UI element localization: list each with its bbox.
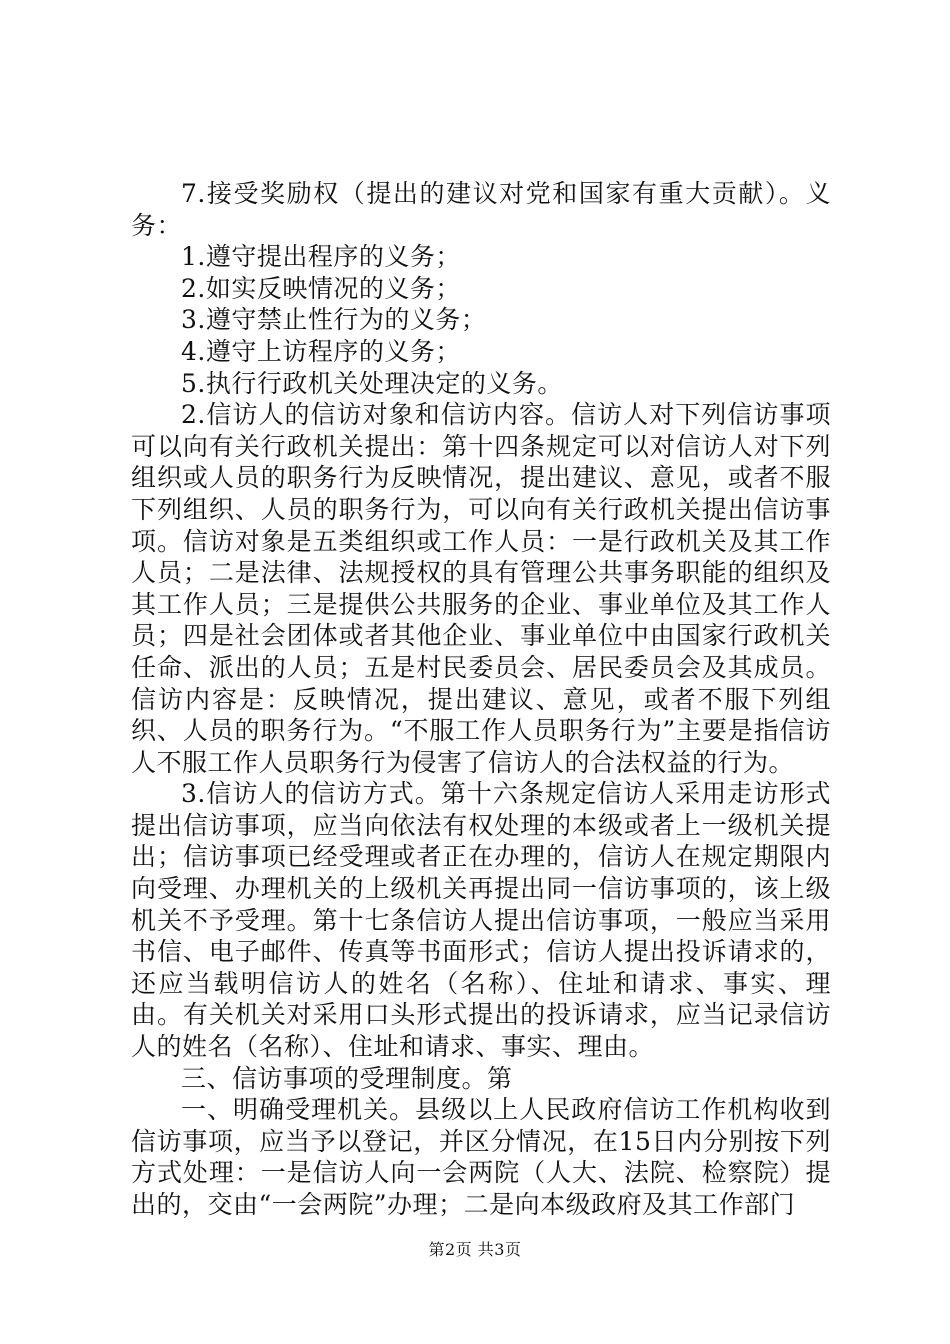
section-heading-acceptance: 三、信访事项的受理制度。第: [181, 1063, 513, 1093]
paragraph-rights-7: 7.接受奖励权（提出的建议对党和国家有重大贡献）。义务：: [131, 179, 831, 240]
paragraph-duty-1: 1.遵守提出程序的义务；: [181, 242, 461, 272]
page-number-footer: 第2页 共3页: [428, 1240, 522, 1259]
document-body: [131, 178, 831, 1221]
paragraph-duty-2: 2.如实反映情况的义务；: [181, 273, 461, 303]
paragraph-petition-methods: 3.信访人的信访方式。第十六条规定信访人采用走访形式提出信访事项，应当向依法有权处理的本级或者上一级机关提出；信访事项已经受理或者正在办理的，信访人在规定期限内向受理、办理机关的上级机关再提出同一信访事项的，该上级机关不予受理。第十七条信访人提出信访事项，一般应当采用书信、电子邮件、传真等书面形式；信访人提出投诉请求的，还应当载明信访人的姓名（名称）、住址和请求、事实、理由。有关机关对采用口头形式提出的投诉请求，应当记录信访人的姓名（名称）、住址和请求、事实、理由。: [131, 779, 831, 1062]
paragraph-duty-3: 3.遵守禁止性行为的义务；: [181, 305, 487, 335]
paragraph-duty-4: 4.遵守上访程序的义务；: [181, 336, 461, 366]
paragraph-petition-targets: 2.信访人的信访对象和信访内容。信访人对下列信访事项可以向有关行政机关提出：第十四条规定可以对信访人对下列组织或人员的职务行为反映情况，提出建议、意见，或者不服下列组织、人员的职务行为，可以向有关行政机关提出信访事项。信访对象是五类组织或工作人员：一是行政机关及其工作人员；二是法律、法规授权的具有管理公共事务职能的组织及其工作人员；三是提供公共服务的企业、事业单位及其工作人员；四是社会团体或者其他企业、事业单位中由国家行政机关任命、派出的人员；五是村民委员会、居民委员会及其成员。信访内容是：反映情况，提出建议、意见，或者不服下列组织、人员的职务行为。“不服工作人员职务行为”主要是指信访人不服工作人员职务行为侵害了信访人的合法权益的行为。: [131, 400, 831, 777]
paragraph-acceptance-body: 一、明确受理机关。县级以上人民政府信访工作机构收到信访事项，应当予以登记，并区分情况，在15日内分别按下列方式处理：一是信访人向一会两院（人大、法院、检察院）提出的，交由“一会两院”办理；二是向本级政府及其工作部门: [131, 1095, 831, 1219]
paragraph-duty-5: 5.执行行政机关处理决定的义务。: [181, 368, 563, 398]
